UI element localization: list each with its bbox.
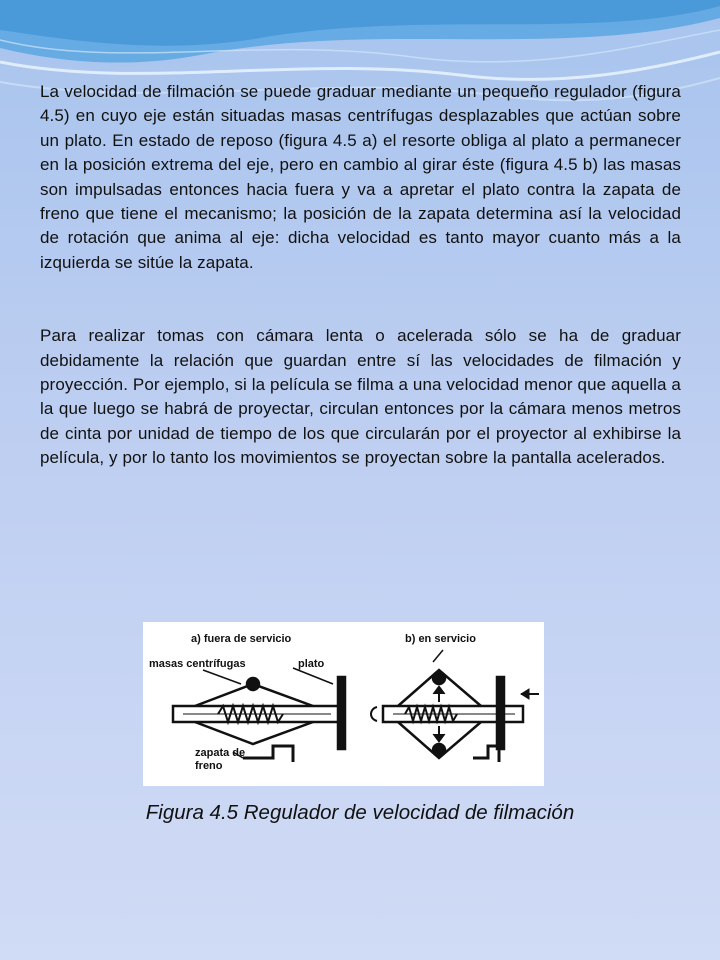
regulator-diagram (143, 622, 544, 786)
paragraph-2: Para realizar tomas con cámara lenta o acelerada sólo se ha de graduar debidamente la relación que guardan entre sí las velocidades de filmación y proyección. Por ejemplo, si la película se filma a una velocidad menor que aquella a la que luego se habrá de proyectar, circulan entonces por la cámara menos metros de cinta por unidad de tiempo de los que circularán por el proyector al exhibirse la película, y por lo tanto los movimientos se proyectan sobre la pantalla acelerados. (40, 326, 681, 468)
paragraph-1: La velocidad de filmación se puede graduar mediante un pequeño regulador (figura 4.5) en cuyo eje están situadas masas centrífugas desplazables que actúan sobre un plato. En estado de reposo (figura 4.5 a) el resorte obliga al plato a permanecer en la posición extrema del eje, pero en cambio al girar éste (figura 4.5 b) las masas son impulsadas entonces hacia fuera y va a apretar el plato contra la zapata de freno que tiene el mecanismo; la posición de la zapata determina así la velocidad de rotación que anima al eje: dicha velocidad es tanto mayor cuanto más a la izquierda se sitúe la zapata. (40, 82, 681, 272)
label-plato: plato (298, 658, 325, 670)
figure-regulador (143, 622, 544, 786)
label-zapata-1: zapata de (195, 747, 246, 759)
label-fuera-de-servicio: a) fuera de servicio (191, 633, 292, 645)
label-masas-centrifugas: masas centrífugas (149, 658, 246, 670)
label-zapata-2: freno (195, 760, 223, 772)
label-en-servicio: b) en servicio (405, 633, 476, 645)
article-body (40, 80, 681, 471)
figure-caption: Figura 4.5 Regulador de velocidad de filmación (145, 801, 575, 824)
mechanism-b (371, 650, 539, 762)
